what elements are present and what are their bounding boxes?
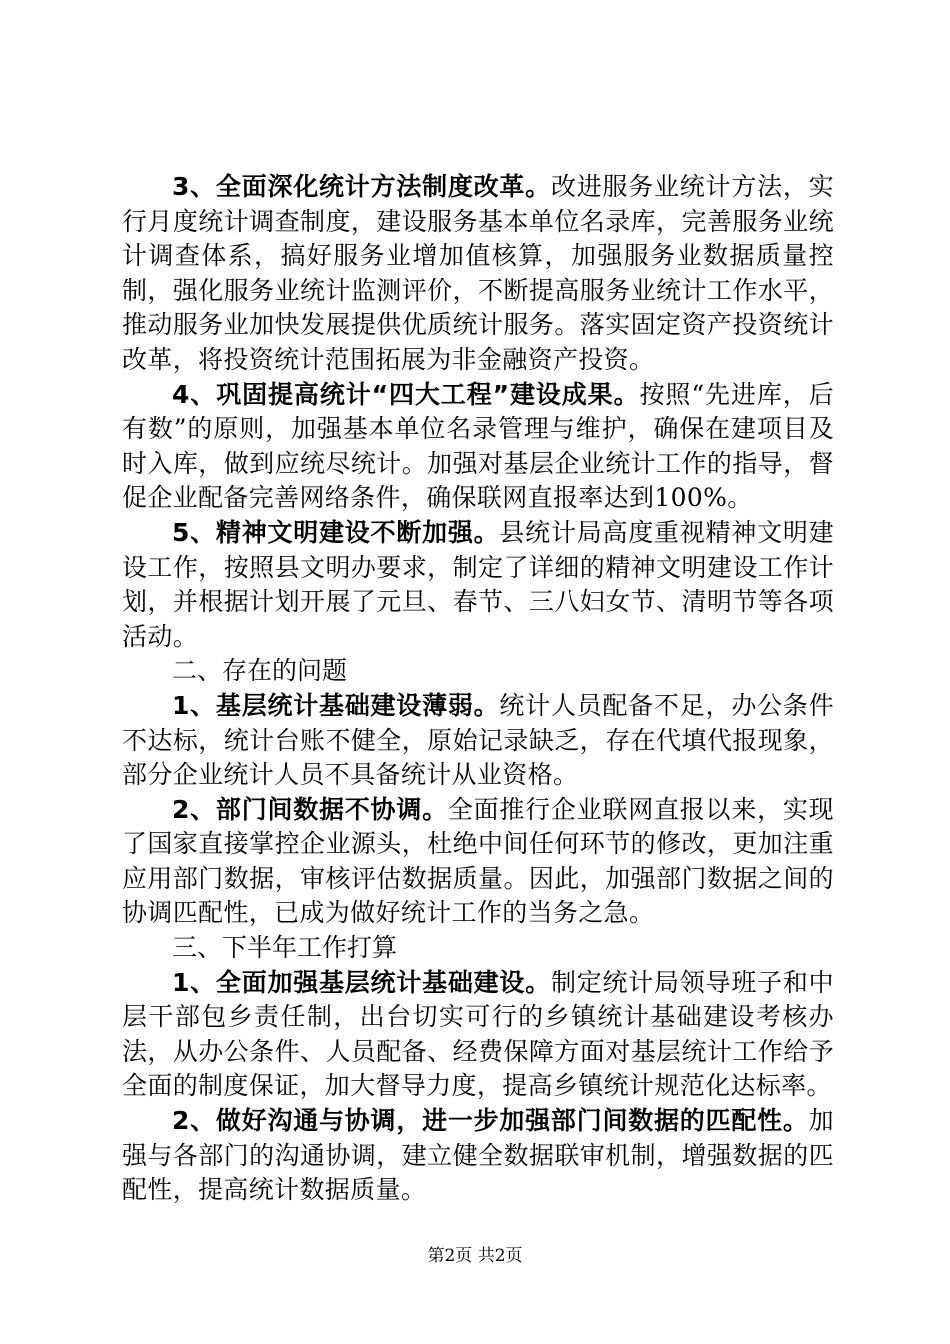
paragraph-text: 县统计局高度重视精神文明建设工作，按照县文明办要求，制定了详细的精神文明建设工作计划，并根据计划开展了元旦、春节、三八妇女节、清明节等各项活动。 — [122, 517, 834, 651]
paragraph-communication — [122, 1104, 834, 1208]
paragraph-text: 全面推行企业联网直报以来，实现了国家直接掌控企业源头，杜绝中间任何环节的修改，更加注重应用部门数据，审核评估数据质量。因此，加强部门数据之间的协调匹配性，已成为做好统计工作的当务之急。 — [122, 794, 834, 928]
paragraph-text: 按照“先进库，后有数”的原则，加强基本单位名录管理与维护，确保在建项目及时入库，做到应统尽统计。加强对基层企业统计工作的指导，督促企业配备完善网络条件，确保联网直报率达到100%。 — [122, 379, 834, 513]
paragraph-lead: 2、部门间数据不协调。 — [172, 794, 448, 824]
paragraph-four-projects — [122, 378, 834, 516]
paragraph-lead: 1、基层统计基础建设薄弱。 — [172, 690, 500, 720]
paragraph-lead: 5、精神文明建设不断加强。 — [172, 517, 500, 547]
paragraph-weak-foundation — [122, 689, 834, 793]
paragraph-data-coordination — [122, 793, 834, 931]
paragraph-strengthen-foundation — [122, 966, 834, 1104]
paragraph-text: 加强与各部门的沟通协调，建立健全数据联审机制，增强数据的匹配性，提高统计数据质量。 — [122, 1106, 834, 1205]
paragraph-lead: 4、巩固提高统计“四大工程”建设成果。 — [172, 379, 640, 409]
section-heading-problems: 二、存在的问题 — [172, 656, 348, 686]
paragraph-civilization — [122, 516, 834, 654]
paragraph-lead: 2、做好沟通与协调，进一步加强部门间数据的匹配性。 — [172, 1106, 809, 1136]
paragraph-text: 统计人员配备不足，办公条件不达标，统计台账不健全，原始记录缺乏，存在代填代报现象，部分企业统计人员不具备统计从业资格。 — [122, 690, 834, 790]
paragraph-text: 制定统计局领导班子和中层干部包乡责任制，出台切实可行的乡镇统计基础建设考核办法，从办公条件、人员配备、经费保障方面对基层统计工作给予全面的制度保证，加大督导力度，提高乡镇统计规范化达标率。 — [122, 967, 834, 1101]
document-body — [122, 170, 834, 1208]
page-number-footer: 第2页 共2页 — [427, 1246, 523, 1266]
paragraph-lead: 1、全面加强基层统计基础建设。 — [172, 967, 551, 997]
section-heading-plans: 三、下半年工作打算 — [172, 933, 398, 963]
paragraph-reform — [122, 170, 834, 378]
paragraph-lead: 3、全面深化统计方法制度改革。 — [172, 172, 551, 201]
paragraph-text: 改进服务业统计方法，实行月度统计调查制度，建设服务基本单位名录库，完善服务业统计调查体系，搞好服务业增加值核算，加强服务业数据质量控制，强化服务业统计监测评价，不断提高服务业统计工作水平，推动服务业加快发展提供优质统计服务。落实固定资产投资统计改革，将投资统计范围拓展为非金融资产投资。 — [122, 172, 834, 374]
